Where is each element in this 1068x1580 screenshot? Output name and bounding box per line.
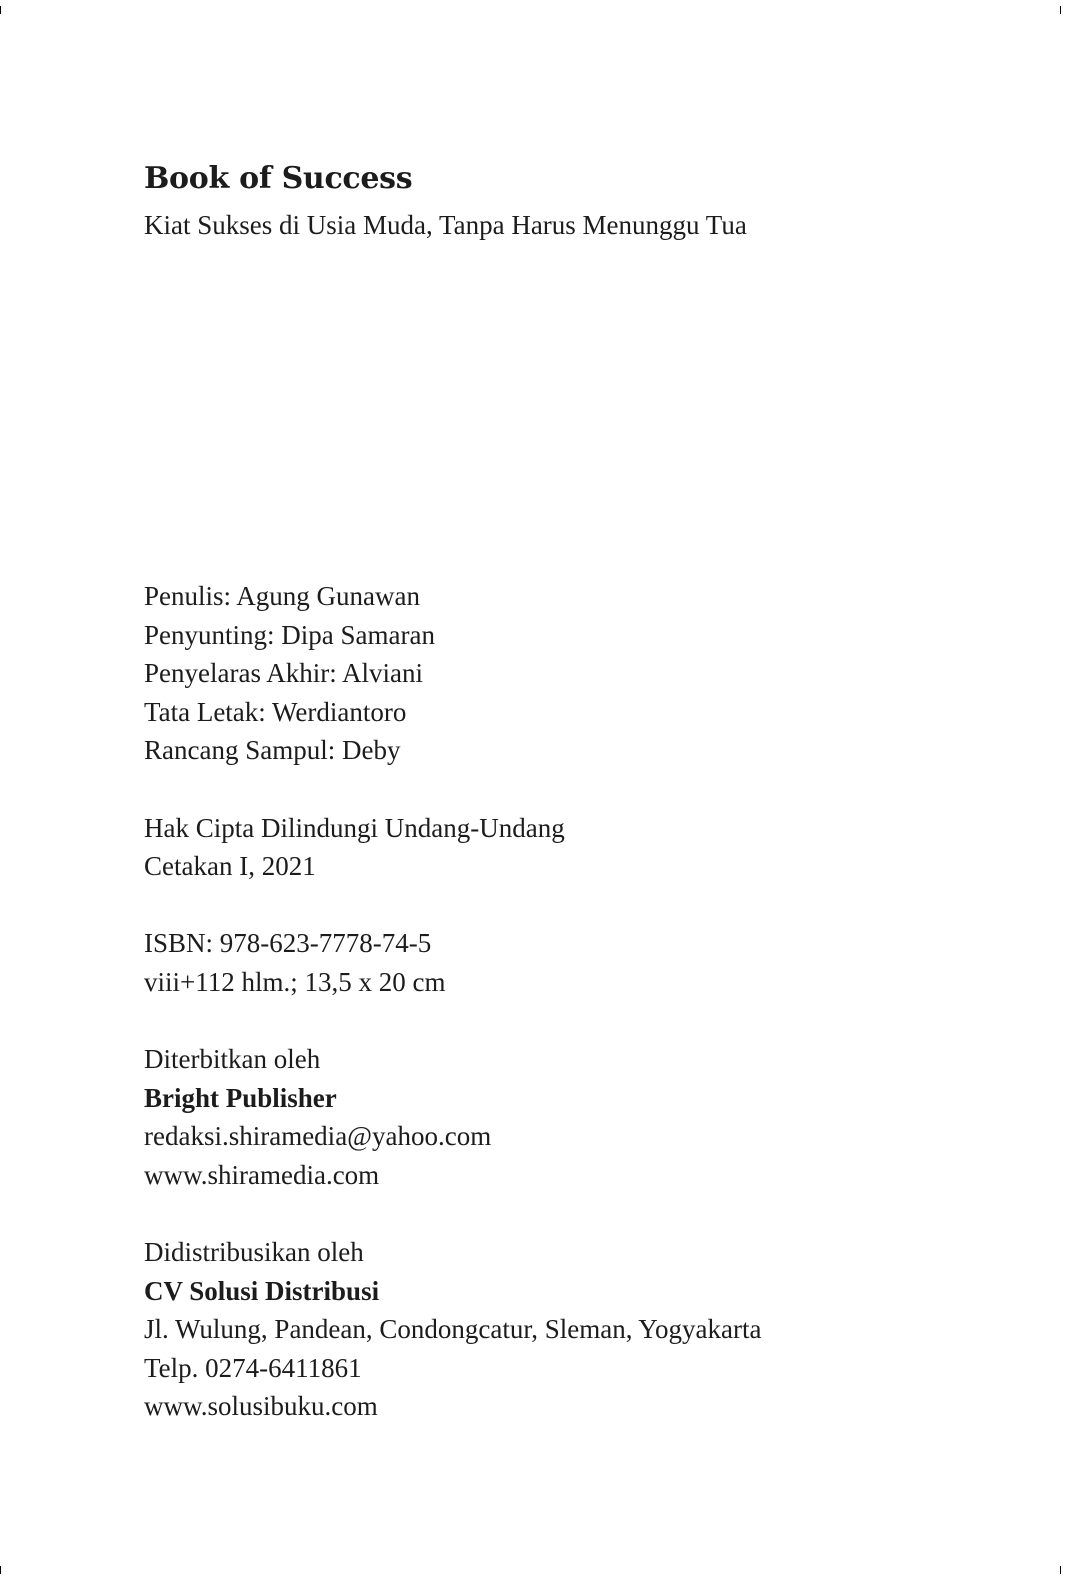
publisher-intro: Diterbitkan oleh (144, 1044, 321, 1075)
page-specs: viii+112 hlm.; 13,5 x 20 cm (144, 966, 446, 997)
credit-cover: Rancang Sampul: Deby (144, 735, 401, 766)
crop-mark-top-right (1060, 6, 1061, 14)
edition: Cetakan I, 2021 (144, 851, 316, 882)
crop-mark-top-left (0, 6, 1, 14)
spacer (144, 770, 1004, 809)
credit-writer: Penulis: Agung Gunawan (144, 581, 420, 611)
distributor-name: CV Solusi Distribusi (144, 1275, 380, 1306)
copyright-notice: Hak Cipta Dilindungi Undang-Undang (144, 812, 565, 843)
isbn: ISBN: 978-623-7778-74-5 (144, 928, 432, 959)
book-title: Book of Success (144, 161, 413, 196)
credit-layout: Tata Letak: Werdiantoro (144, 696, 407, 727)
spacer (144, 886, 1004, 925)
book-subtitle: Kiat Sukses di Usia Muda, Tanpa Harus Menunggu Tua (144, 210, 747, 240)
crop-mark-bottom-right (1060, 1566, 1061, 1574)
title-block (144, 157, 1004, 245)
crop-mark-bottom-left (0, 1566, 1, 1574)
credit-editor: Penyunting: Dipa Samaran (144, 619, 435, 650)
publisher-website: www.shiramedia.com (144, 1159, 380, 1190)
distributor-phone: Telp. 0274-6411861 (144, 1352, 362, 1383)
distributor-website: www.solusibuku.com (144, 1391, 378, 1422)
spacer (144, 1002, 1004, 1041)
distributor-intro: Didistribusikan oleh (144, 1237, 364, 1268)
publisher-name: Bright Publisher (144, 1082, 337, 1113)
spacer (144, 1195, 1004, 1234)
distributor-address: Jl. Wulung, Pandean, Condongcatur, Sleman, Yogyakarta (144, 1314, 762, 1345)
credit-proofreader: Penyelaras Akhir: Alviani (144, 658, 423, 689)
publisher-email: redaksi.shiramedia@yahoo.com (144, 1121, 492, 1152)
colophon (144, 577, 1004, 1426)
